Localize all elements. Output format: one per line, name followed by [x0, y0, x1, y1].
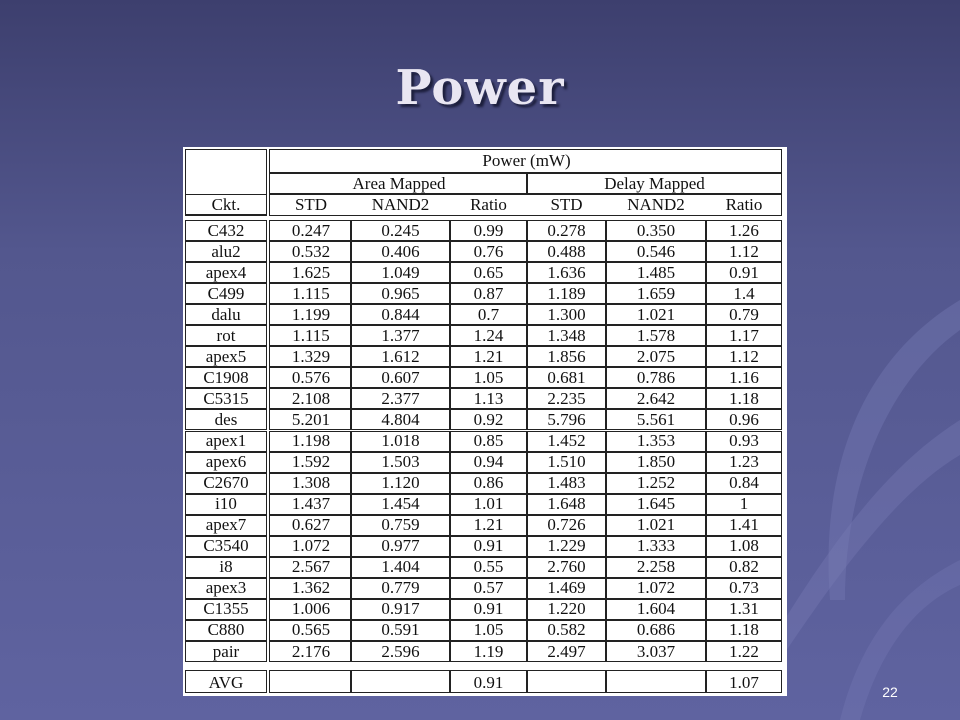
row-d-std: 0.278 — [547, 220, 586, 240]
row-d-nand2: 2.075 — [636, 346, 676, 366]
row-a-ratio: 0.57 — [473, 578, 504, 598]
row-a-ratio: 0.86 — [473, 473, 504, 493]
row-a-std: 2.108 — [291, 388, 331, 408]
row-ckt: pair — [212, 641, 240, 661]
row-a-ratio: 0.91 — [473, 599, 504, 619]
avg-delay-ratio: 1.07 — [729, 672, 759, 692]
row-a-nand2: 1.049 — [381, 262, 420, 282]
row-a-nand2: 1.454 — [381, 494, 420, 514]
row-ckt: C880 — [207, 620, 245, 640]
row-a-ratio: 0.94 — [473, 452, 504, 472]
row-ckt: apex4 — [205, 262, 247, 282]
grid-avg-cell-box — [606, 670, 706, 693]
row-a-nand2: 1.120 — [381, 473, 420, 493]
row-d-nand2: 1.072 — [636, 578, 676, 598]
row-d-std: 5.796 — [547, 409, 586, 429]
row-a-ratio: 0.65 — [473, 262, 504, 282]
row-a-nand2: 0.759 — [381, 515, 420, 535]
row-ckt: alu2 — [211, 241, 241, 261]
row-d-ratio: 1.4 — [733, 283, 755, 303]
col-header-delay-nand2: NAND2 — [627, 195, 685, 214]
row-a-std: 1.362 — [291, 578, 331, 598]
row-a-std: 1.072 — [291, 536, 331, 556]
row-a-ratio: 1.19 — [473, 641, 504, 661]
row-a-nand2: 4.804 — [381, 409, 420, 429]
row-d-ratio: 0.82 — [729, 557, 759, 577]
row-a-nand2: 0.406 — [381, 241, 420, 261]
row-d-std: 1.469 — [547, 578, 586, 598]
row-ckt: C3540 — [203, 536, 249, 556]
row-d-nand2: 2.642 — [636, 388, 676, 408]
row-a-std: 2.567 — [291, 557, 331, 577]
row-d-ratio: 1.23 — [729, 452, 759, 472]
row-a-ratio: 0.7 — [477, 304, 500, 324]
row-a-nand2: 2.596 — [381, 641, 420, 661]
row-ckt: apex1 — [205, 431, 247, 451]
row-d-std: 1.348 — [547, 325, 586, 345]
row-d-ratio: 1.12 — [729, 241, 759, 261]
row-a-nand2: 0.607 — [381, 367, 420, 387]
slide-title: Power — [395, 60, 565, 116]
col-header-area-std: STD — [294, 195, 328, 214]
row-a-ratio: 0.85 — [473, 431, 504, 451]
col-header-area-ratio: Ratio — [470, 195, 507, 214]
row-d-std: 2.497 — [547, 641, 586, 661]
row-a-std: 1.592 — [291, 452, 331, 472]
row-a-std: 1.199 — [291, 304, 331, 324]
row-a-nand2: 0.977 — [381, 536, 420, 556]
header-delay-mapped: Delay Mapped — [604, 174, 705, 193]
header-group-title: Power (mW) — [482, 151, 571, 170]
row-ckt: C432 — [207, 220, 245, 240]
row-a-nand2: 1.612 — [381, 346, 420, 366]
row-a-std: 1.308 — [291, 473, 331, 493]
row-a-nand2: 0.245 — [381, 220, 420, 240]
row-a-ratio: 1.24 — [473, 325, 504, 345]
row-d-nand2: 1.021 — [636, 304, 676, 324]
row-a-nand2: 1.377 — [381, 325, 420, 345]
row-a-ratio: 1.21 — [473, 346, 504, 366]
row-d-ratio: 0.93 — [729, 431, 759, 451]
row-d-ratio: 1 — [739, 494, 749, 514]
col-header-area-nand2: NAND2 — [371, 195, 430, 214]
row-ckt: C1355 — [203, 599, 249, 619]
row-d-std: 1.229 — [547, 536, 586, 556]
grid-avg-cell-box — [269, 670, 351, 693]
row-a-nand2: 0.779 — [381, 578, 420, 598]
row-a-std: 2.176 — [291, 641, 331, 661]
row-a-ratio: 0.87 — [473, 283, 504, 303]
row-d-std: 1.300 — [547, 304, 586, 324]
row-d-ratio: 1.41 — [729, 515, 759, 535]
row-ckt: apex7 — [205, 515, 247, 535]
row-d-ratio: 0.73 — [729, 578, 759, 598]
row-d-nand2: 2.258 — [636, 557, 676, 577]
row-d-nand2: 0.546 — [636, 241, 676, 261]
row-a-std: 0.576 — [291, 367, 331, 387]
row-a-std: 0.532 — [291, 241, 331, 261]
row-a-ratio: 1.05 — [473, 367, 504, 387]
row-a-std: 0.565 — [291, 620, 331, 640]
row-a-std: 0.627 — [291, 515, 331, 535]
row-d-std: 1.452 — [547, 431, 586, 451]
row-a-ratio: 0.99 — [473, 220, 504, 240]
row-ckt: C1908 — [203, 367, 249, 387]
row-d-nand2: 0.686 — [636, 620, 676, 640]
grid-avg-cell-box — [527, 670, 606, 693]
row-a-ratio: 0.76 — [473, 241, 504, 261]
row-a-std: 1.329 — [291, 346, 331, 366]
row-d-ratio: 1.18 — [729, 620, 759, 640]
row-d-ratio: 1.31 — [729, 599, 759, 619]
row-d-std: 2.235 — [547, 388, 586, 408]
row-d-nand2: 1.604 — [636, 599, 676, 619]
row-d-nand2: 1.578 — [636, 325, 676, 345]
row-d-std: 1.220 — [547, 599, 586, 619]
row-a-nand2: 0.965 — [381, 283, 420, 303]
row-ckt: apex3 — [205, 578, 247, 598]
row-d-std: 1.510 — [547, 452, 586, 472]
row-d-std: 0.726 — [547, 515, 586, 535]
row-a-nand2: 1.503 — [381, 452, 420, 472]
slide-number: 22 — [882, 684, 898, 700]
col-header-delay-std: STD — [550, 195, 583, 214]
row-ckt: i8 — [219, 557, 233, 577]
row-ckt: C499 — [207, 283, 245, 303]
row-ckt: apex6 — [205, 452, 247, 472]
row-d-std: 2.760 — [547, 557, 586, 577]
row-d-nand2: 1.485 — [636, 262, 676, 282]
row-d-std: 0.582 — [547, 620, 586, 640]
row-a-ratio: 0.55 — [473, 557, 504, 577]
row-d-nand2: 1.850 — [636, 452, 676, 472]
row-d-nand2: 1.252 — [636, 473, 676, 493]
row-a-std: 1.198 — [291, 431, 331, 451]
row-a-nand2: 1.018 — [381, 431, 420, 451]
row-a-std: 1.625 — [291, 262, 331, 282]
row-d-ratio: 0.79 — [729, 304, 759, 324]
header-ckt: Ckt. — [211, 195, 241, 214]
row-ckt: des — [214, 409, 238, 429]
row-a-nand2: 2.377 — [381, 388, 420, 408]
row-d-nand2: 1.353 — [636, 431, 676, 451]
avg-label: AVG — [208, 672, 244, 692]
row-ckt: C2670 — [203, 473, 249, 493]
row-d-std: 0.488 — [547, 241, 586, 261]
row-d-ratio: 0.84 — [729, 473, 759, 493]
row-d-ratio: 0.96 — [729, 409, 759, 429]
row-a-std: 0.247 — [291, 220, 331, 240]
row-a-nand2: 1.404 — [381, 557, 420, 577]
row-a-ratio: 1.05 — [473, 620, 504, 640]
row-d-std: 1.648 — [547, 494, 586, 514]
row-ckt: apex5 — [205, 346, 247, 366]
row-a-std: 1.437 — [291, 494, 331, 514]
row-d-ratio: 1.16 — [729, 367, 759, 387]
row-d-nand2: 3.037 — [636, 641, 676, 661]
row-d-std: 1.636 — [547, 262, 586, 282]
row-d-nand2: 0.350 — [636, 220, 676, 240]
avg-area-ratio: 0.91 — [473, 672, 504, 692]
row-a-ratio: 1.13 — [473, 388, 504, 408]
row-a-std: 5.201 — [291, 409, 331, 429]
row-d-nand2: 1.659 — [636, 283, 676, 303]
row-d-ratio: 1.22 — [729, 641, 759, 661]
row-d-std: 0.681 — [547, 367, 586, 387]
row-d-ratio: 1.17 — [729, 325, 759, 345]
row-d-ratio: 0.91 — [729, 262, 759, 282]
row-ckt: dalu — [211, 304, 241, 324]
col-header-delay-ratio: Ratio — [725, 195, 763, 214]
row-a-std: 1.006 — [291, 599, 331, 619]
row-d-std: 1.483 — [547, 473, 586, 493]
row-a-ratio: 1.01 — [473, 494, 504, 514]
row-a-std: 1.115 — [292, 325, 330, 345]
row-ckt: i10 — [215, 494, 237, 514]
row-d-nand2: 5.561 — [636, 409, 676, 429]
row-d-nand2: 1.645 — [636, 494, 676, 514]
row-d-std: 1.189 — [547, 283, 586, 303]
row-a-ratio: 0.91 — [473, 536, 504, 556]
row-d-ratio: 1.26 — [729, 220, 759, 240]
header-area-mapped: Area Mapped — [352, 174, 446, 193]
row-d-nand2: 1.021 — [636, 515, 676, 535]
row-a-ratio: 1.21 — [473, 515, 504, 535]
row-a-ratio: 0.92 — [473, 409, 504, 429]
row-d-nand2: 1.333 — [636, 536, 676, 556]
row-d-ratio: 1.08 — [729, 536, 759, 556]
grid-avg-cell-box — [351, 670, 450, 693]
row-d-std: 1.856 — [547, 346, 586, 366]
row-a-nand2: 0.917 — [381, 599, 420, 619]
row-a-nand2: 0.844 — [381, 304, 420, 324]
row-d-nand2: 0.786 — [636, 367, 676, 387]
row-a-std: 1.115 — [292, 283, 330, 303]
power-table — [183, 147, 787, 696]
row-ckt: rot — [216, 325, 236, 345]
row-d-ratio: 1.18 — [729, 388, 759, 408]
row-ckt: C5315 — [203, 388, 249, 408]
row-a-nand2: 0.591 — [381, 620, 420, 640]
row-d-ratio: 1.12 — [729, 346, 759, 366]
